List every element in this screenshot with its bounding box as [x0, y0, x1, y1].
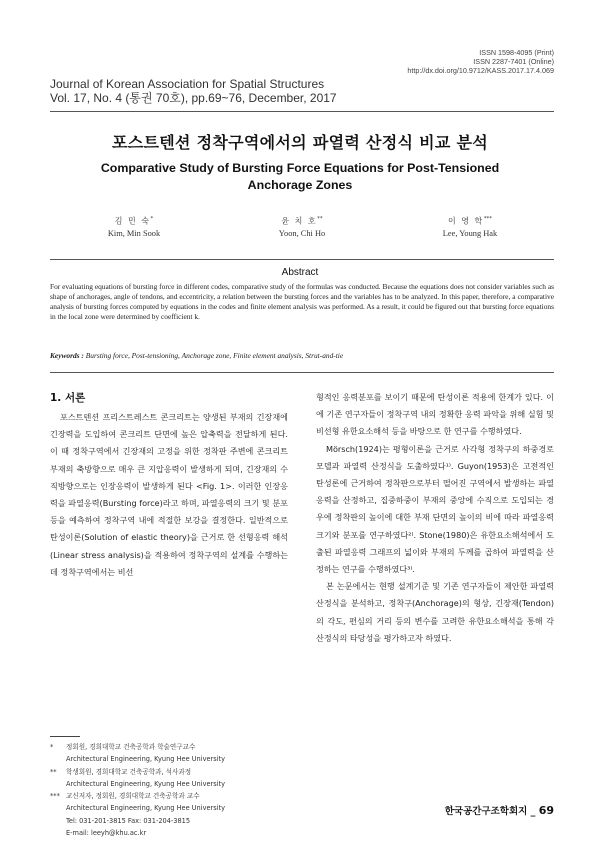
author-2 — [218, 213, 386, 241]
title-english-line2: Anchorage Zones — [247, 178, 353, 192]
footnote-rule — [50, 736, 80, 737]
doi-link[interactable]: http://dx.doi.org/10.9712/KASS.2017.17.4.069 — [407, 66, 554, 75]
issn-online: ISSN 2287-7401 (Online) — [473, 57, 554, 66]
author-2-name-en: Yoon, Chi Ho — [278, 229, 326, 239]
footnote-3-mark: *** — [50, 792, 60, 801]
footnote-3-line2: Architectural Engineering, Kyung Hee University — [66, 804, 225, 813]
page-number: 69 — [538, 804, 554, 817]
journal-info — [50, 78, 337, 105]
title-english-line1: Comparative Study of Bursting Force Equations for Post-Tensioned — [100, 161, 500, 175]
contact-tel-fax: Tel: 031-201-3815 Fax: 031-204-3815 — [66, 816, 191, 825]
contact-email[interactable]: E-mail: leeyh@khu.ac.kr — [66, 829, 147, 838]
paragraph-right-2: Mörsch(1924)는 평형이론을 근거로 사각형 정착구의 하중경로 모델과 파열력 산정식을 도출하였다¹⁾. Guyon(1953)은 고전적인 탄성론에 근거하여 정착판으로부터 떨어진 구역에서 발생하는 파열응력을 산정하고, 집중하중이 부재의 중앙에 수직으로 도입되는 경우에 정착판의 높이에 대한 부재 단면의 높이의 비에 따라 파열응력 크기와 분포를 연구하였다²⁾. Stone(1980)은 유한요소해석에서 도출된 파열응력 그래프의 넓이와 부재의 두께를 곱하여 파열력을 산정하는 연구를 수행하였다³⁾. — [316, 443, 554, 575]
paragraph-left-1: 포스트텐션 프리스트레스트 콘크리트는 양생된 부재의 긴장재에 긴장력을 도입하여 콘크리트 단면에 높은 압축력을 전달하게 된다. 이 때 정착구역에서 긴장재의 고정을 위한 정착판 주변에 콘크리트 부재의 축방향으로 매우 큰 지압응력이 발생하게 되며, 긴장재의 수직방향으로는 인장응력이 발생하게 된다 <Fig. 1>. 이러한 인장응력을 파열응력(Bursting force)라고 하며, 파열응력의 크기 및 분포 등을 예측하여 정착구역 내에 적절한 보강을 결정한다. 일반적으로 탄성이론(Solution of elastic theory)을 근거로 한 선형응력 해석(Linear stress analysis)을 적용하여 정착구역의 설계를 수행하는데 정착구역에서는 비선 — [50, 412, 288, 577]
body-column-left — [50, 409, 288, 581]
author-2-mark: ** — [317, 216, 323, 222]
abstract-rule-top — [50, 259, 554, 260]
abstract-rule-bottom — [50, 372, 554, 373]
author-list — [50, 213, 554, 241]
page-footer — [445, 803, 554, 817]
section-title-introduction: 1. 서론 — [50, 392, 86, 404]
footnotes — [50, 741, 310, 839]
footnote-2-line1: 학생회원, 경희대학교 건축공학과, 석사과정 — [66, 767, 192, 776]
paragraph-right-3: 본 논문에서는 현행 설계기준 및 기존 연구자들이 제안한 파열력 산정식을 분석하고, 정착구(Anchorage)의 형상, 긴장재(Tendon)의 각도, 편심의 거리 등의 변수를 고려한 유한요소해석을 통해 각 산정식의 타당성을 평가하고자 하였다. — [316, 581, 554, 643]
footnote-3-line1: 교신저자, 정회원, 경희대학교 건축공학과 교수 — [66, 792, 200, 801]
footnote-2-line2: Architectural Engineering, Kyung Hee University — [66, 779, 225, 788]
issn-block — [407, 48, 554, 75]
abstract-heading: Abstract — [281, 267, 319, 278]
author-1-name-ko: 김 민 숙 — [114, 216, 151, 226]
journal-name: Journal of Korean Association for Spatial Structures — [50, 77, 325, 91]
author-1 — [50, 213, 218, 241]
footnote-3 — [50, 790, 310, 815]
title-korean: 포스트텐션 정착구역에서의 파열력 산정식 비교 분석 — [112, 133, 488, 152]
paragraph-right-1: 형적인 응력분포를 보이기 때문에 탄성이론 적용에 한계가 있다. 이에 기존 연구자들이 정착구역 내의 정확한 응력 파악을 위해 실험 및 비선형 유한요소해석 등을 바탕으로 한 연구를 수행하였다. — [316, 392, 554, 437]
author-2-name-ko: 윤 치 호 — [281, 216, 318, 226]
issn-print: ISSN 1598-4095 (Print) — [479, 48, 554, 57]
abstract-text: For evaluating equations of bursting force in different codes, comparative study of the formulas was conducted. Because the equations does not consider variables such as shape of anchorages, angle of tendons, and eccentricity, a relation between the bursting forces and the variables has to be analyzed. In this paper, therefore, a comparative analysis of bursting forces computed by equations in the codes and finite element analysis was performed. As a result, it could be figured out that bursting force equations in the local zone were determined by coefficient k. — [50, 282, 554, 321]
footer-journal-name: 한국공간구조학회지 — [444, 806, 528, 817]
footnote-1-mark: * — [50, 743, 54, 751]
author-3 — [386, 213, 554, 241]
title-english — [0, 160, 600, 194]
author-3-mark: *** — [483, 216, 493, 222]
author-1-mark: * — [150, 216, 154, 222]
author-3-name-ko: 이 영 학 — [447, 216, 484, 226]
keywords-line — [50, 351, 554, 360]
body-column-right — [316, 389, 554, 647]
author-1-name-en: Kim, Min Sook — [107, 229, 161, 239]
author-3-name-en: Lee, Young Hak — [442, 229, 498, 239]
keywords-label: Keywords : — [50, 351, 84, 360]
keywords-text: Bursting force, Post-tensioning, Anchorage zone, Finite element analysis, Strut-and-tie — [85, 351, 344, 360]
volume-line: Vol. 17, No. 4 (통권 70호), pp.69~76, December, 2017 — [50, 90, 337, 105]
footnote-2 — [50, 766, 310, 791]
footer-separator: _ — [527, 806, 539, 817]
header-rule — [50, 111, 554, 112]
footnote-2-mark: ** — [50, 767, 57, 776]
footnote-1 — [50, 741, 310, 766]
footnote-1-line1: 정회원, 경희대학교 건축공학과 학술연구교수 — [66, 743, 196, 751]
footnote-1-line2: Architectural Engineering, Kyung Hee University — [66, 755, 225, 764]
